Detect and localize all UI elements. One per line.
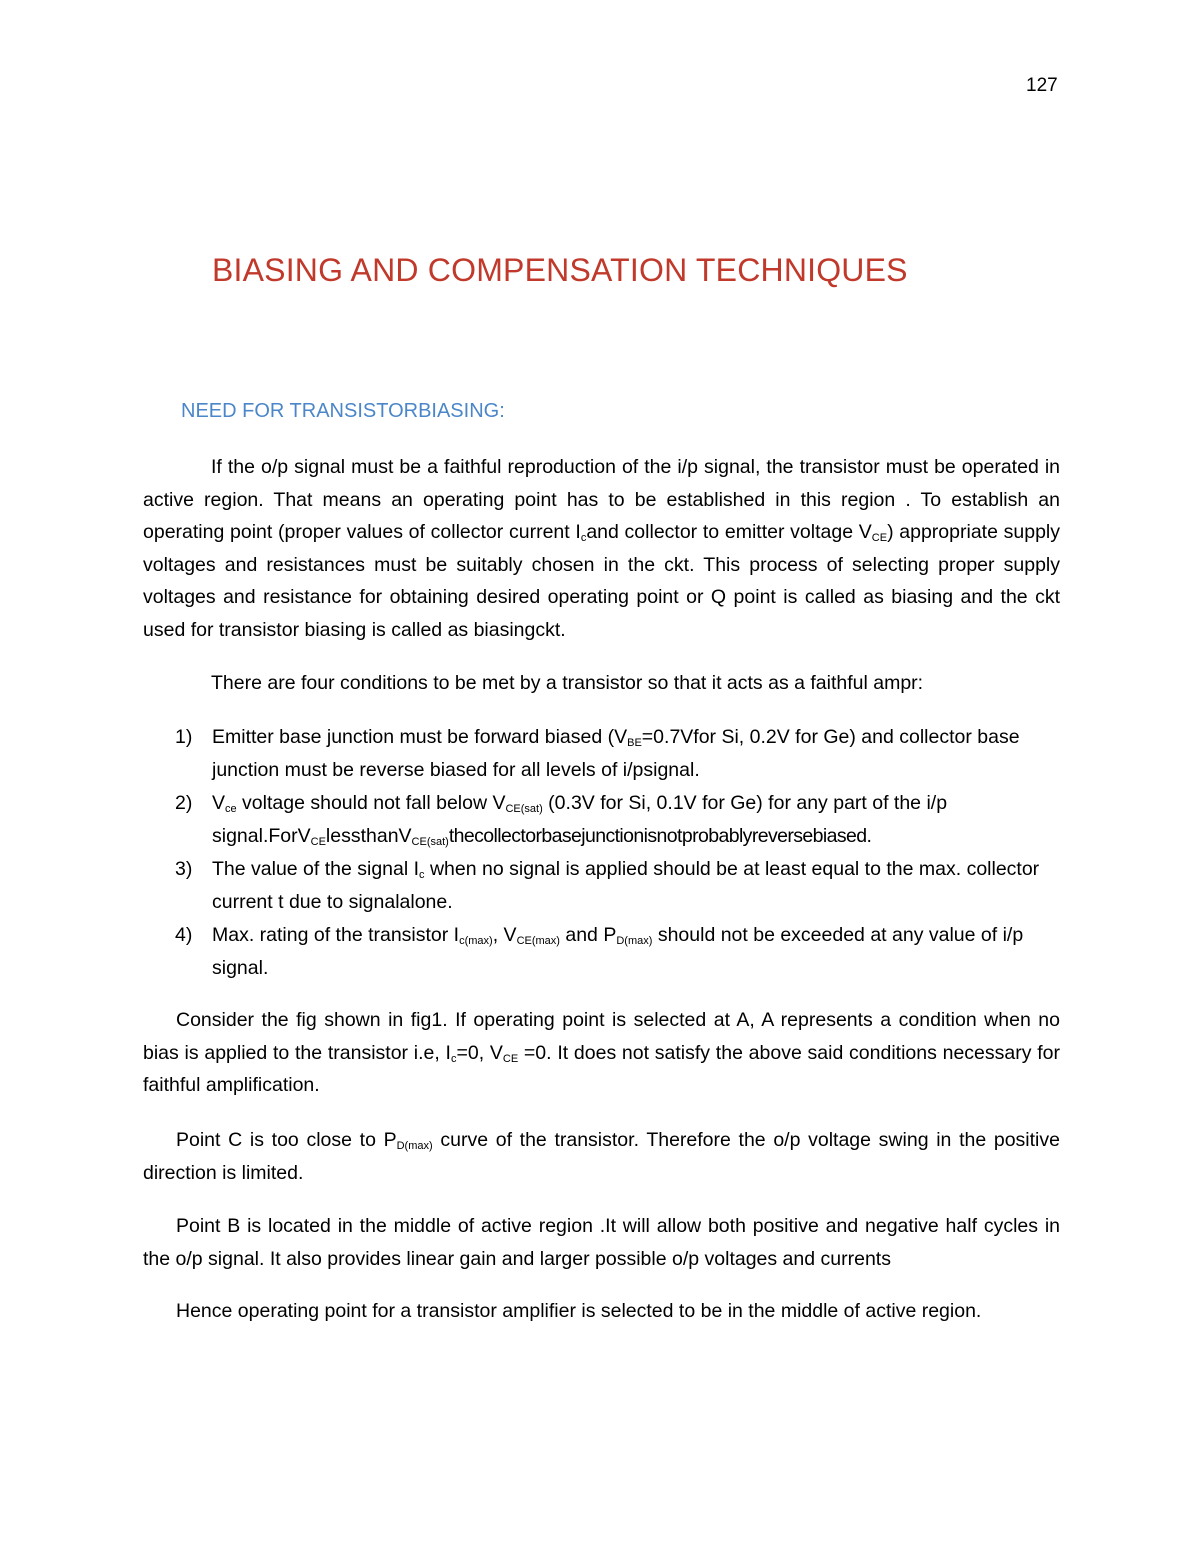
- text-segment: lessthanV: [325, 825, 412, 847]
- text-segment: The value of the signal I: [212, 858, 420, 880]
- subscript: CE: [871, 532, 888, 544]
- text-segment: Emitter base junction must be forward biased (V: [212, 726, 628, 748]
- list-item: [143, 853, 1060, 919]
- text-segment: Max. rating of the transistor I: [212, 924, 460, 946]
- list-item: [143, 919, 1060, 985]
- list-item: [143, 721, 1060, 787]
- subscript: c: [580, 532, 587, 544]
- subscript: D(max): [396, 1140, 433, 1152]
- text-segment: and collector to emitter voltage V: [586, 521, 872, 543]
- text-segment: Hence operating point for a transistor amplifier is selected to be in the middle of active region.: [176, 1300, 982, 1322]
- subscript: CE: [502, 1052, 519, 1065]
- text-segment: , V: [492, 924, 517, 946]
- paragraph-conditions-intro: [143, 667, 1060, 700]
- subscript: c: [450, 1052, 457, 1065]
- text-segment: =0, V: [456, 1041, 503, 1064]
- text-segment: ) appropriate supply voltages and resistances must be suitably chosen in the ckt. This process of selecting proper supply voltages and resistance for obtaining desired operating point or Q point is called as biasing and the ckt used for transistor biasing is called as biasingckt.: [143, 521, 1061, 641]
- paragraph-biasing-intro: [143, 451, 1060, 646]
- text-segment: curve of the transistor. Therefore the o/p voltage swing in the positive direction is limited.: [143, 1129, 1060, 1184]
- subscript: ce: [225, 803, 237, 815]
- list-number: 3): [175, 858, 193, 880]
- conditions-list: [143, 721, 1060, 985]
- text-segment: If the o/p signal must be a faithful reproduction of the i/p signal, the transistor must be operated in active region. That means an operating point has to be established in this region . To establish an operating point (proper values of collector current I: [143, 456, 1060, 543]
- list-number: 2): [175, 792, 193, 814]
- text-segment: Point C is too close to P: [176, 1129, 397, 1151]
- subscript: BE: [627, 737, 642, 749]
- text-segment: =0.7Vfor Si, 0.2V for Ge) and collector base junction must be reverse biased for all levels of i/psignal.: [212, 726, 1020, 781]
- text-segment: V: [212, 792, 226, 814]
- subscript: c: [419, 869, 425, 881]
- text-segment: Consider the fig shown in fig1. If operating point is selected at A, A represents a condition when no bias is applied to the transistor i.e, I: [143, 1009, 1060, 1064]
- subscript: CE: [310, 836, 326, 848]
- text-segment: Point B is located in the middle of active region .It will allow both positive and negative half cycles in the o/p signal. It also provides linear gain and larger possible o/p voltages and currents: [143, 1215, 1060, 1270]
- text-segment: There are four conditions to be met by a transistor so that it acts as a faithful ampr:: [211, 672, 924, 694]
- paragraph-consider-fig: [143, 1004, 1060, 1102]
- text-segment: =0. It does not satisfy the above said conditions necessary for faithful amplification.: [143, 1041, 1060, 1096]
- text-segment: thecollectorbasejunctionisnotprobablyreversebiased.: [448, 825, 872, 847]
- page-number: 127: [1026, 75, 1058, 96]
- text-segment: voltage should not fall below V: [236, 792, 506, 814]
- subscript: c(max): [459, 935, 493, 947]
- text-segment: (0.3V for Si, 0.1V for Ge) for any part of the i/p signal.ForV: [212, 792, 948, 847]
- section-heading: NEED FOR TRANSISTORBIASING:: [181, 400, 505, 422]
- subscript: CE(sat): [505, 803, 543, 815]
- page-title: BIASING AND COMPENSATION TECHNIQUES: [212, 252, 908, 288]
- subscript: D(max): [616, 935, 653, 947]
- text-segment: and P: [559, 924, 617, 946]
- text-segment: when no signal is applied should be at least equal to the max. collector current t due to signalalone.: [212, 858, 1040, 913]
- text-segment: should not be exceeded at any value of i/p signal.: [212, 924, 1024, 979]
- list-item: [143, 787, 1060, 853]
- list-number: 4): [175, 924, 193, 946]
- paragraph-conclusion: [143, 1295, 1060, 1328]
- list-number: 1): [175, 726, 193, 748]
- paragraph-point-b: [143, 1210, 1060, 1275]
- subscript: CE(sat): [411, 836, 449, 848]
- subscript: CE(max): [516, 935, 560, 947]
- paragraph-point-c: [143, 1124, 1060, 1189]
